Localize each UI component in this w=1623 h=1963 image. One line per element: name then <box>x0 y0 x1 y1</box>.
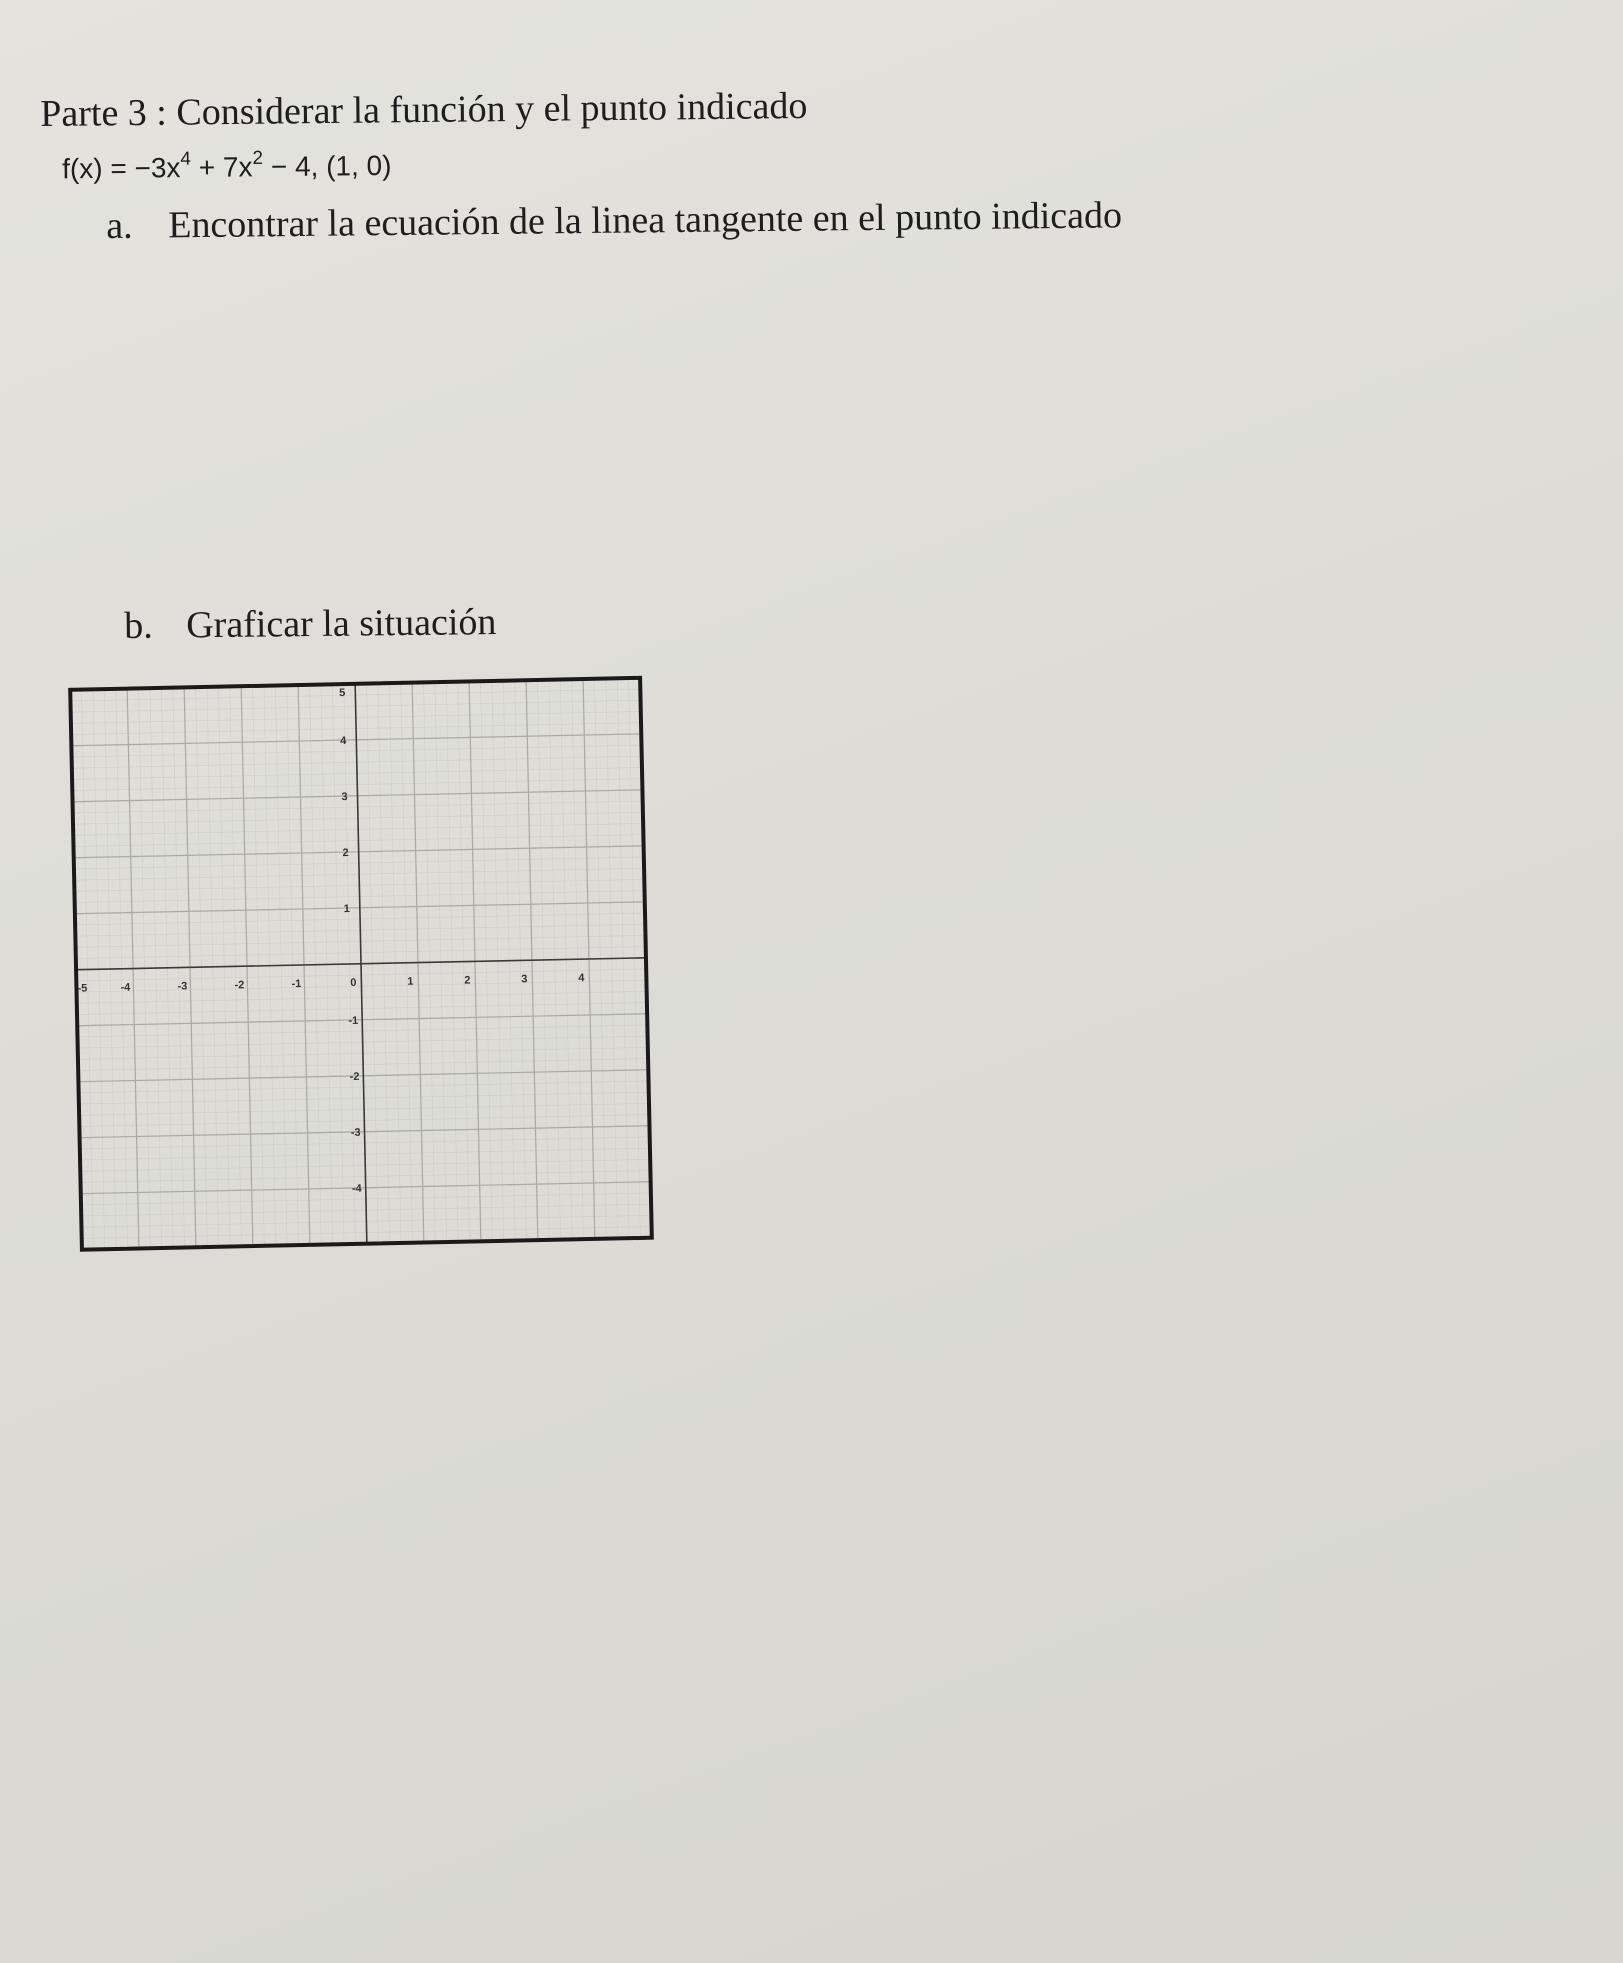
question-a-marker: a. <box>106 204 133 247</box>
question-b <box>124 600 497 648</box>
formula-lhs: f(x) = −3x <box>62 152 181 185</box>
x-tick-label: -2 <box>234 979 245 992</box>
formula-exponent-2: 2 <box>252 147 264 170</box>
y-tick-label: 2 <box>342 846 349 860</box>
formula-rhs: − 4, (1, 0) <box>262 149 392 183</box>
question-a <box>106 193 1122 248</box>
question-b-text: Graficar la situación <box>186 601 497 647</box>
y-tick-label: 4 <box>340 735 347 748</box>
y-tick-label: -1 <box>348 1014 359 1028</box>
y-tick-label: 3 <box>341 791 348 804</box>
formula-exponent-1: 4 <box>180 148 192 170</box>
x-tick-label: 4 <box>578 972 585 985</box>
formula-mid: + 7x <box>190 151 253 183</box>
part-heading: Parte 3 : Considerar la función y el punto indicado <box>40 84 808 135</box>
y-tick-label: -2 <box>349 1070 360 1084</box>
y-tick-label: -3 <box>350 1126 361 1140</box>
x-tick-label: -4 <box>120 981 131 994</box>
question-a-text: Encontrar la ecuación de la linea tangente en el punto indicado <box>168 194 1123 247</box>
x-tick-label: -3 <box>177 980 188 993</box>
x-tick-label: -1 <box>291 978 302 991</box>
y-tick-label: -4 <box>351 1182 362 1195</box>
y-tick-label: 5 <box>339 687 346 700</box>
coordinate-grid-svg[interactable] <box>60 668 662 1260</box>
x-tick-label: 2 <box>464 974 471 987</box>
function-formula <box>62 149 392 186</box>
x-tick-label: 3 <box>521 973 528 986</box>
x-tick-label: -5 <box>77 982 88 995</box>
answer-space-a[interactable] <box>100 270 1200 570</box>
x-tick-label: 1 <box>407 975 414 988</box>
question-b-marker: b. <box>124 604 153 647</box>
x-tick-label: 0 <box>350 976 357 989</box>
coordinate-grid[interactable] <box>60 668 662 1260</box>
y-tick-label: 1 <box>343 902 350 916</box>
